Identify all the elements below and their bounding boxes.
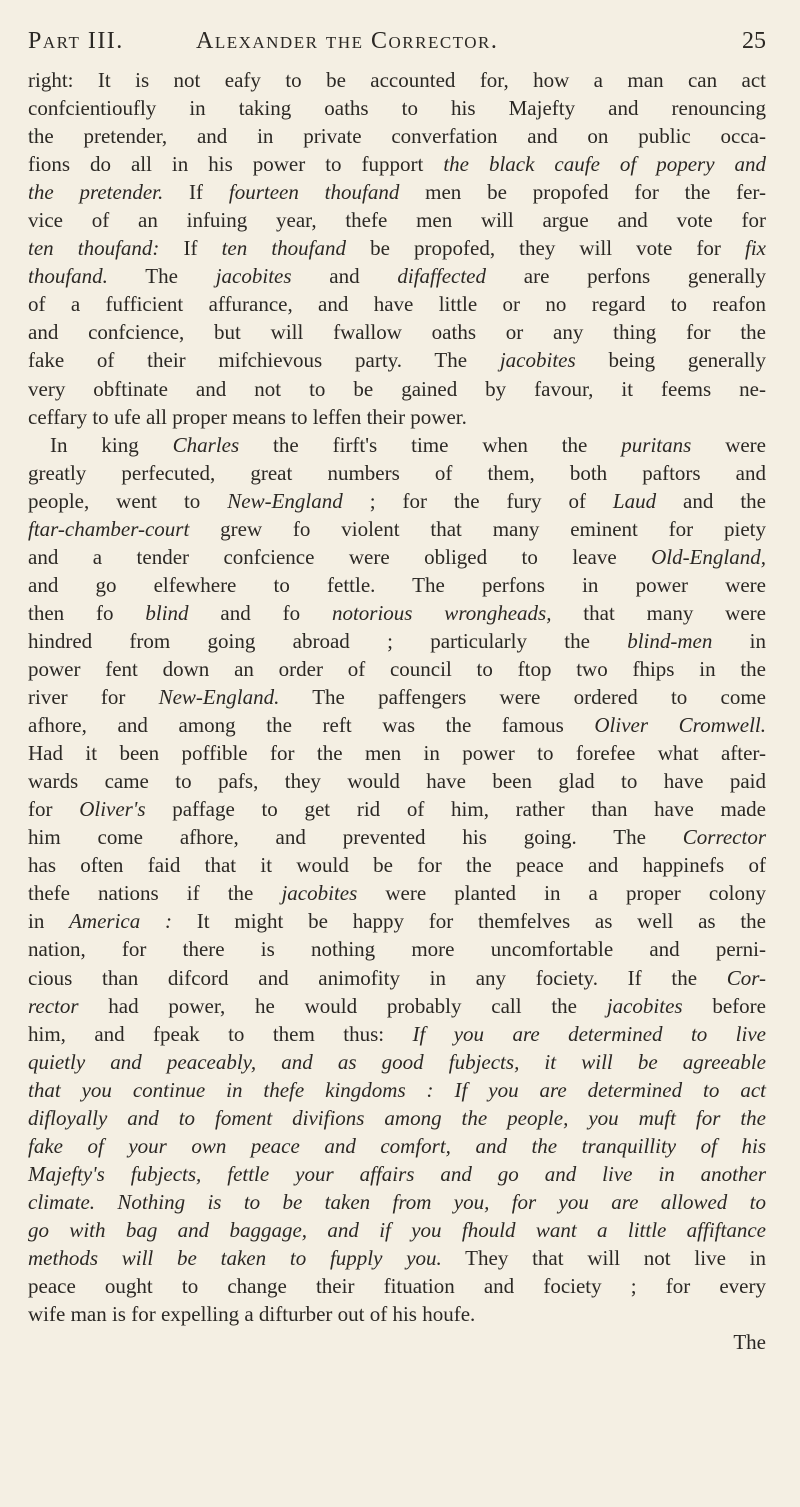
- text-line: [28, 571, 766, 599]
- text-line: [28, 1076, 766, 1104]
- text-line: [28, 66, 766, 94]
- text-segment: the pretender, and in private converfation and on public occa-: [28, 124, 766, 149]
- italic-text: fix: [745, 236, 766, 261]
- text-segment: and confcience, but will fwallow oaths or any thing for the: [28, 320, 766, 345]
- text-segment: Had it been poffible for the men in power to forefee what after-: [28, 741, 766, 766]
- text-segment: In king: [50, 432, 173, 457]
- text-segment: being generally: [575, 348, 766, 373]
- text-segment: for: [28, 797, 80, 822]
- text-line: [28, 543, 766, 571]
- text-segment: grew fo violent that many eminent for piety: [189, 516, 766, 541]
- text-segment: in: [28, 909, 70, 934]
- text-line: [28, 1244, 766, 1272]
- text-line: [28, 823, 766, 851]
- italic-text: go with bag and baggage, and if you fhould want a little affiftance: [28, 1217, 766, 1242]
- text-line: [28, 627, 766, 655]
- text-line: [28, 683, 766, 711]
- text-line: [28, 150, 766, 178]
- text-segment: It might be happy for themfelves as well as the: [172, 909, 767, 934]
- text-segment: and fo: [188, 600, 332, 625]
- running-header: [28, 28, 766, 68]
- text-line: [28, 178, 766, 206]
- text-segment: and go elfewhere to fettle. The perfons in power were: [28, 572, 766, 597]
- text-line: [28, 711, 766, 739]
- italic-text: Corrector: [682, 825, 766, 850]
- text-line: [28, 739, 766, 767]
- body-text: [28, 66, 766, 1356]
- italic-text: the black caufe of popery and: [443, 152, 766, 177]
- italic-text: Majefty's fubjects, fettle your affairs and go and live in another: [28, 1161, 766, 1186]
- text-line: [28, 879, 766, 907]
- italic-text: New-England: [227, 488, 343, 513]
- italic-text: jacobites: [215, 264, 292, 289]
- text-segment: be propofed, they will vote for: [346, 236, 745, 261]
- text-segment: afhore, and among the reft was the famous: [28, 713, 595, 738]
- text-segment: cious than difcord and animofity in any fociety. If the: [28, 965, 727, 990]
- text-segment: and the: [656, 488, 766, 513]
- text-line: [28, 1020, 766, 1048]
- text-line: [28, 234, 766, 262]
- italic-text: New-England.: [158, 685, 280, 710]
- text-line: [28, 851, 766, 879]
- italic-text: ftar-chamber-court: [28, 516, 190, 541]
- text-segment: him, and fpeak to them thus:: [28, 1021, 413, 1046]
- italic-text: rector: [28, 993, 79, 1018]
- text-segment: wife man is for expelling a difturber out of his houfe.: [28, 1302, 476, 1327]
- text-segment: people, went to: [28, 488, 228, 513]
- text-line: [28, 346, 766, 374]
- text-segment: in: [712, 628, 766, 653]
- italic-text: Old-England,: [651, 544, 766, 569]
- italic-text: notorious wrongheads,: [331, 600, 552, 625]
- text-segment: nation, for there is nothing more uncomfortable and perni-: [28, 937, 766, 962]
- text-segment: river for: [28, 685, 159, 710]
- text-line: [28, 1104, 766, 1132]
- text-line: [28, 1048, 766, 1076]
- text-line: [28, 1328, 766, 1356]
- text-segment: and a tender confcience were obliged to leave: [28, 544, 652, 569]
- text-line: [28, 515, 766, 543]
- text-line: [28, 964, 766, 992]
- italic-text: Oliver's: [79, 797, 146, 822]
- italic-text: jacobites: [499, 348, 576, 373]
- text-segment: and: [291, 264, 398, 289]
- italic-text: fourteen thoufand: [228, 180, 400, 205]
- italic-text: Cor-: [726, 965, 766, 990]
- part-label: Part III.: [28, 28, 124, 54]
- text-segment: fions do all in his power to fupport: [28, 152, 444, 177]
- text-line: [28, 487, 766, 515]
- text-segment: the firft's time when the: [239, 432, 622, 457]
- text-line: [28, 122, 766, 150]
- text-segment: The paffengers were ordered to come: [279, 685, 766, 710]
- running-title: Alexander the Corrector.: [196, 28, 499, 54]
- text-segment: before: [682, 993, 766, 1018]
- italic-text: blind: [145, 600, 189, 625]
- text-line: [28, 655, 766, 683]
- text-line: [28, 767, 766, 795]
- page-number: 25: [742, 28, 766, 54]
- italic-text: climate. Nothing is to be taken from you, for you are allowed to: [28, 1189, 766, 1214]
- text-segment: fake of their mifchievous party. The: [28, 348, 500, 373]
- text-line: [28, 599, 766, 627]
- text-segment: If: [159, 236, 222, 261]
- text-line: [28, 1160, 766, 1188]
- italic-text: Laud: [612, 488, 657, 513]
- italic-text: methods will be taken to fupply you.: [28, 1245, 442, 1270]
- text-segment: The: [733, 1330, 766, 1355]
- text-line: [28, 431, 766, 459]
- text-segment: him come afhore, and prevented his going. The: [28, 825, 683, 850]
- text-segment: ; for the fury of: [342, 488, 613, 513]
- text-segment: greatly perfecuted, great numbers of them, both paftors and: [28, 460, 766, 485]
- text-line: [28, 262, 766, 290]
- italic-text: that you continue in thefe kingdoms : If you are determined to act: [28, 1077, 766, 1102]
- text-segment: that many were: [551, 600, 766, 625]
- text-line: [28, 206, 766, 234]
- text-segment: vice of an infuing year, thefe men will argue and vote for: [28, 208, 766, 233]
- text-segment: right: It is not eafy to be accounted for, how a man can act: [28, 68, 766, 92]
- text-line: [28, 795, 766, 823]
- italic-text: jacobites: [606, 993, 683, 1018]
- italic-text: fake of your own peace and comfort, and the tranquillity of his: [28, 1133, 766, 1158]
- text-line: [28, 318, 766, 346]
- text-segment: The: [107, 264, 216, 289]
- text-line: [28, 935, 766, 963]
- text-segment: They that will not live in: [441, 1245, 766, 1270]
- italic-text: the pretender.: [28, 180, 164, 205]
- text-segment: were planted in a proper colony: [357, 881, 766, 906]
- italic-text: jacobites: [281, 881, 358, 906]
- text-segment: had power, he would probably call the: [78, 993, 607, 1018]
- text-line: [28, 1300, 766, 1328]
- text-segment: very obftinate and not to be gained by favour, it feems ne-: [28, 376, 766, 401]
- text-segment: If: [163, 180, 229, 205]
- text-segment: has often faid that it would be for the peace and happinefs of: [28, 853, 766, 878]
- text-segment: thefe nations if the: [28, 881, 282, 906]
- text-segment: hindred from going abroad ; particularly the: [28, 628, 628, 653]
- text-segment: paffage to get rid of him, rather than have made: [145, 797, 766, 822]
- italic-text: ten thoufand: [221, 236, 347, 261]
- italic-text: If you are determined to live: [412, 1021, 766, 1046]
- italic-text: difaffected: [397, 264, 486, 289]
- text-segment: peace ought to change their fituation and fociety ; for every: [28, 1274, 766, 1299]
- text-line: [28, 1216, 766, 1244]
- text-line: [28, 459, 766, 487]
- text-segment: ceffary to ufe all proper means to leffen their power.: [28, 404, 467, 429]
- text-line: [28, 907, 766, 935]
- italic-text: difloyally and to foment divifions among the people, you muft for the: [28, 1105, 766, 1130]
- text-line: [28, 1188, 766, 1216]
- text-line: [28, 1132, 766, 1160]
- text-line: [28, 403, 766, 431]
- italic-text: blind-men: [627, 628, 713, 653]
- text-line: [28, 992, 766, 1020]
- text-segment: were: [691, 432, 766, 457]
- text-segment: are perfons generally: [486, 264, 766, 289]
- italic-text: Charles: [172, 432, 240, 457]
- text-line: [28, 375, 766, 403]
- italic-text: puritans: [621, 432, 692, 457]
- text-segment: confcientioufly in taking oaths to his Majefty and renouncing: [28, 96, 766, 121]
- text-line: [28, 290, 766, 318]
- text-segment: then fo: [28, 600, 146, 625]
- italic-text: quietly and peaceably, and as good fubjects, it will be agreeable: [28, 1049, 766, 1074]
- text-segment: wards came to pafs, they would have been glad to have paid: [28, 769, 766, 794]
- text-segment: power fent down an order of council to ftop two fhips in the: [28, 656, 766, 681]
- text-line: [28, 94, 766, 122]
- text-line: [28, 1272, 766, 1300]
- italic-text: Oliver Cromwell.: [594, 713, 766, 738]
- italic-text: thoufand.: [28, 264, 108, 289]
- italic-text: America :: [69, 909, 173, 934]
- italic-text: ten thoufand:: [28, 236, 160, 261]
- text-segment: men be propofed for the fer-: [399, 180, 766, 205]
- text-segment: of a fufficient affurance, and have little or no regard to reafon: [28, 292, 766, 317]
